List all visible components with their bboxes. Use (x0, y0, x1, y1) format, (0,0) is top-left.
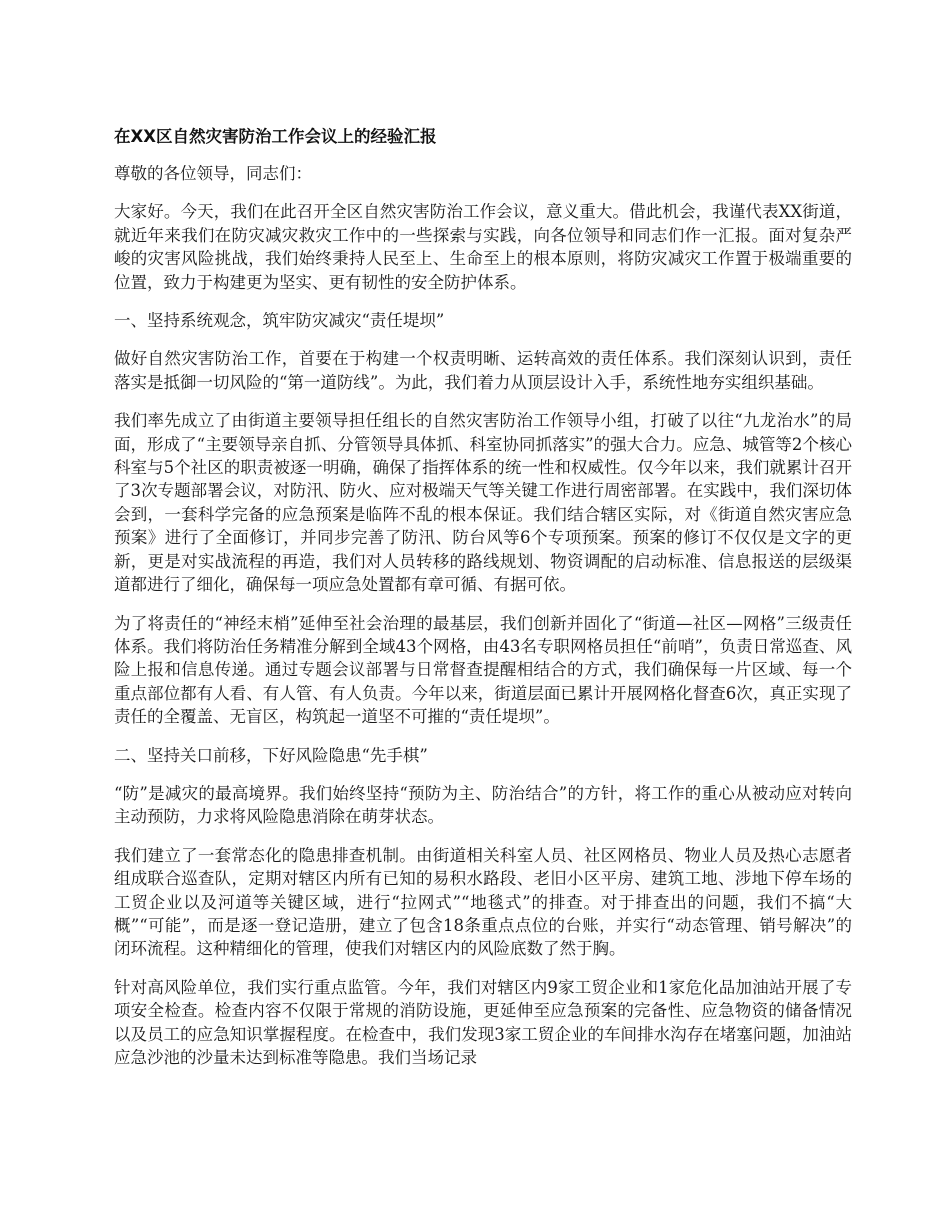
paragraph: 做好自然灾害防治工作，首要在于构建一个权责明晰、运转高效的责任体系。我们深刻认识到，责任落实是抵御一切风险的“第一道防线”。为此，我们着力从顶层设计入手，系统性地夯实组织基础。 (114, 349, 852, 392)
paragraph: 我们建立了一套常态化的隐患排查机制。由街道相关科室人员、社区网格员、物业人员及热心志愿者组成联合巡查队，定期对辖区内所有已知的易积水路段、老旧小区平房、建筑工地、涉地下停车场的工贸企业以及河道等关键区域，进行“拉网式”“地毯式”的排查。对于排查出的问题，我们不搞“大概”“可能”，而是逐一登记造册，建立了包含18条重点点位的台账，并实行“动态管理、销号解决”的闭环流程。这种精细化的管理，使我们对辖区内的风险底数了然于胸。 (114, 845, 852, 959)
paragraph-intro: 大家好。今天，我们在此召开全区自然灾害防治工作会议，意义重大。借此机会，我谨代表XX街道，就近年来我们在防灾减灾救灾工作中的一些探索与实践，向各位领导和同志们作一汇报。面对复杂严峻的灾害风险挑战，我们始终秉持人民至上、生命至上的根本原则，将防灾减灾工作置于极端重要的位置，致力于构建更为坚实、更有韧性的安全防护体系。 (114, 202, 852, 292)
section-heading-1: 一、坚持系统观念，筑牢防灾减灾“责任堤坝” (114, 311, 445, 331)
paragraph: 我们率先成立了由街道主要领导担任组长的自然灾害防治工作领导小组，打破了以往“九龙治水”的局面，形成了“主要领导亲自抓、分管领导具体抓、科室协同抓落实”的强大合力。应急、城管等2个核心科室与5个社区的职责被逐一明确，确保了指挥体系的统一性和权威性。仅今年以来，我们就累计召开了3次专题部署会议，对防汛、防火、应对极端天气等关键工作进行周密部署。在实践中，我们深切体会到，一套科学完备的应急预案是临阵不乱的根本保证。我们结合辖区实际，对《街道自然灾害应急预案》进行了全面修订，并同步完善了防汛、防台风等6个专项预案。预案的修订不仅仅是文字的更新，更是对实战流程的再造，我们对人员转移的路线规划、物资调配的启动标准、信息报送的层级渠道都进行了细化，确保每一项应急处置都有章可循、有据可依。 (114, 411, 852, 595)
document-title: 在XX区自然灾害防治工作会议上的经验汇报 (114, 127, 437, 146)
section-heading-2: 二、坚持关口前移，下好风险隐患“先手棋” (114, 745, 428, 765)
paragraph: 针对高风险单位，我们实行重点监管。今年，我们对辖区内9家工贸企业和1家危化品加油站开展了专项安全检查。检查内容不仅限于常规的消防设施，更延伸至应急预案的完备性、应急物资的储备情况以及员工的应急知识掌握程度。在检查中，我们发现3家工贸企业的车间排水沟存在堵塞问题，加油站应急沙池的沙量未达到标准等隐患。我们当场记录 (114, 977, 852, 1067)
paragraph: “防”是减灾的最高境界。我们始终坚持“预防为主、防治结合”的方针，将工作的重心从被动应对转向主动预防，力求将风险隐患消除在萌芽状态。 (114, 783, 852, 827)
paragraph: 为了将责任的“神经末梢”延伸至社会治理的最基层，我们创新并固化了“街道—社区—网格”三级责任体系。我们将防治任务精准分解到全域43个网格，由43名专职网格员担任“前哨”，负责日常巡查、风险上报和信息传递。通过专题会议部署与日常督查提醒相结合的方式，我们确保每一片区域、每一个重点部位都有人看、有人管、有人负责。今年以来，街道层面已累计开展网格化督查6次，真正实现了责任的全覆盖、无盲区，构筑起一道坚不可摧的“责任堤坝”。 (114, 613, 852, 727)
document-page (114, 124, 852, 1084)
salutation: 尊敬的各位领导，同志们： (114, 164, 312, 183)
